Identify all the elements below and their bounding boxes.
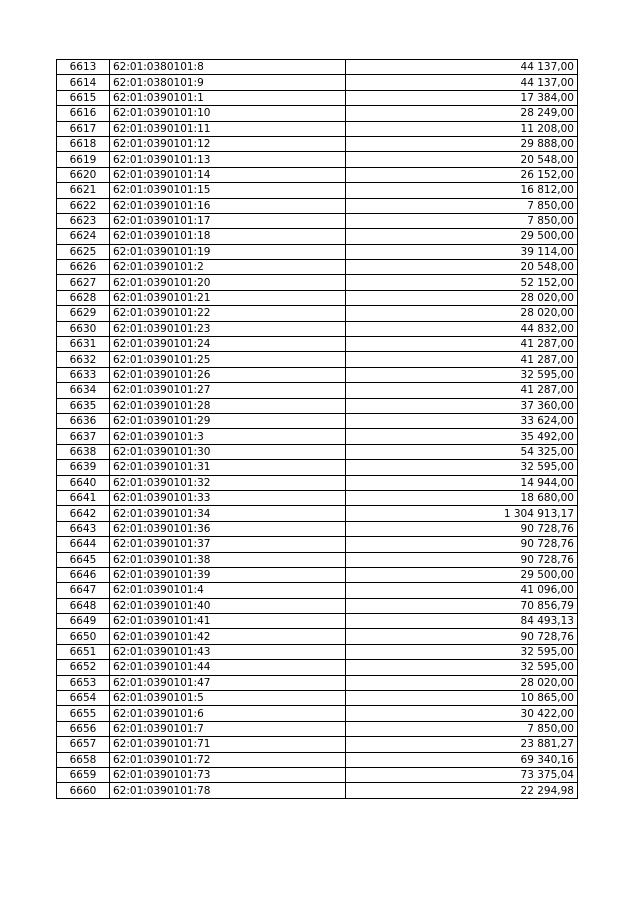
cadastral-number-cell: 62:01:0390101:30: [110, 444, 346, 459]
cadastral-number-cell: 62:01:0390101:38: [110, 552, 346, 567]
cadastral-number-cell: 62:01:0390101:12: [110, 136, 346, 151]
cadastral-number-cell: 62:01:0390101:28: [110, 398, 346, 413]
value-cell: 69 340,16: [346, 752, 578, 767]
table-row: [57, 121, 578, 136]
value-cell: 26 152,00: [346, 167, 578, 182]
row-number-cell: 6651: [57, 644, 110, 659]
value-cell: 41 096,00: [346, 583, 578, 598]
cadastral-number-cell: 62:01:0390101:78: [110, 783, 346, 798]
row-number-cell: 6660: [57, 783, 110, 798]
row-number-cell: 6613: [57, 60, 110, 75]
row-number-cell: 6649: [57, 614, 110, 629]
value-cell: 90 728,76: [346, 521, 578, 536]
row-number-cell: 6624: [57, 229, 110, 244]
cadastral-number-cell: 62:01:0390101:26: [110, 367, 346, 382]
table-row: [57, 229, 578, 244]
row-number-cell: 6631: [57, 337, 110, 352]
row-number-cell: 6617: [57, 121, 110, 136]
row-number-cell: 6657: [57, 737, 110, 752]
row-number-cell: 6627: [57, 275, 110, 290]
table-row: [57, 167, 578, 182]
row-number-cell: 6638: [57, 444, 110, 459]
value-cell: 32 595,00: [346, 460, 578, 475]
cadastral-number-cell: 62:01:0390101:5: [110, 691, 346, 706]
cadastral-number-cell: 62:01:0390101:16: [110, 198, 346, 213]
cadastral-number-cell: 62:01:0390101:18: [110, 229, 346, 244]
table-row: [57, 60, 578, 75]
row-number-cell: 6616: [57, 106, 110, 121]
row-number-cell: 6626: [57, 260, 110, 275]
cadastral-number-cell: 62:01:0390101:17: [110, 213, 346, 228]
cadastral-number-cell: 62:01:0380101:8: [110, 60, 346, 75]
value-cell: 44 137,00: [346, 75, 578, 90]
value-cell: 37 360,00: [346, 398, 578, 413]
value-cell: 84 493,13: [346, 614, 578, 629]
cadastral-number-cell: 62:01:0390101:7: [110, 721, 346, 736]
table-row: [57, 244, 578, 259]
cadastral-number-cell: 62:01:0390101:25: [110, 352, 346, 367]
table-row: [57, 152, 578, 167]
value-cell: 20 548,00: [346, 152, 578, 167]
value-cell: 11 208,00: [346, 121, 578, 136]
value-cell: 39 114,00: [346, 244, 578, 259]
row-number-cell: 6621: [57, 183, 110, 198]
table-row: [57, 90, 578, 105]
table-row: [57, 644, 578, 659]
table-row: [57, 398, 578, 413]
row-number-cell: 6625: [57, 244, 110, 259]
value-cell: 41 287,00: [346, 383, 578, 398]
value-cell: 41 287,00: [346, 352, 578, 367]
row-number-cell: 6640: [57, 475, 110, 490]
value-cell: 32 595,00: [346, 644, 578, 659]
row-number-cell: 6644: [57, 537, 110, 552]
table-row: [57, 583, 578, 598]
cadastral-number-cell: 62:01:0390101:44: [110, 660, 346, 675]
row-number-cell: 6652: [57, 660, 110, 675]
cadastral-number-cell: 62:01:0390101:19: [110, 244, 346, 259]
table-row: [57, 629, 578, 644]
value-cell: 22 294,98: [346, 783, 578, 798]
table-row: [57, 706, 578, 721]
value-cell: 32 595,00: [346, 367, 578, 382]
table-row: [57, 198, 578, 213]
row-number-cell: 6641: [57, 490, 110, 505]
cadastral-number-cell: 62:01:0390101:73: [110, 767, 346, 782]
table-row: [57, 306, 578, 321]
cadastral-number-cell: 62:01:0390101:43: [110, 644, 346, 659]
cadastral-number-cell: 62:01:0390101:14: [110, 167, 346, 182]
cadastral-number-cell: 62:01:0390101:1: [110, 90, 346, 105]
table-row: [57, 660, 578, 675]
table-row: [57, 260, 578, 275]
value-cell: 52 152,00: [346, 275, 578, 290]
row-number-cell: 6659: [57, 767, 110, 782]
value-cell: 28 020,00: [346, 290, 578, 305]
value-cell: 28 249,00: [346, 106, 578, 121]
table-row: [57, 367, 578, 382]
table-row: [57, 429, 578, 444]
row-number-cell: 6643: [57, 521, 110, 536]
table-row: [57, 567, 578, 582]
cadastral-number-cell: 62:01:0390101:42: [110, 629, 346, 644]
table-row: [57, 352, 578, 367]
value-cell: 7 850,00: [346, 213, 578, 228]
value-cell: 70 856,79: [346, 598, 578, 613]
row-number-cell: 6615: [57, 90, 110, 105]
value-cell: 20 548,00: [346, 260, 578, 275]
row-number-cell: 6637: [57, 429, 110, 444]
value-cell: 41 287,00: [346, 337, 578, 352]
cadastral-number-cell: 62:01:0390101:40: [110, 598, 346, 613]
row-number-cell: 6614: [57, 75, 110, 90]
cadastral-number-cell: 62:01:0380101:9: [110, 75, 346, 90]
value-cell: 29 500,00: [346, 229, 578, 244]
value-cell: 28 020,00: [346, 306, 578, 321]
row-number-cell: 6619: [57, 152, 110, 167]
table-row: [57, 383, 578, 398]
cadastral-number-cell: 62:01:0390101:23: [110, 321, 346, 336]
row-number-cell: 6648: [57, 598, 110, 613]
value-cell: 35 492,00: [346, 429, 578, 444]
cadastral-number-cell: 62:01:0390101:41: [110, 614, 346, 629]
table-row: [57, 275, 578, 290]
value-cell: 14 944,00: [346, 475, 578, 490]
table-row: [57, 614, 578, 629]
cadastral-number-cell: 62:01:0390101:72: [110, 752, 346, 767]
value-cell: 29 500,00: [346, 567, 578, 582]
cadastral-number-cell: 62:01:0390101:33: [110, 490, 346, 505]
row-number-cell: 6632: [57, 352, 110, 367]
cadastral-number-cell: 62:01:0390101:29: [110, 413, 346, 428]
value-cell: 16 812,00: [346, 183, 578, 198]
row-number-cell: 6650: [57, 629, 110, 644]
value-cell: 90 728,76: [346, 629, 578, 644]
cadastral-number-cell: 62:01:0390101:13: [110, 152, 346, 167]
table-row: [57, 737, 578, 752]
table-row: [57, 675, 578, 690]
value-cell: 7 850,00: [346, 721, 578, 736]
table-row: [57, 413, 578, 428]
value-cell: 17 384,00: [346, 90, 578, 105]
value-cell: 29 888,00: [346, 136, 578, 151]
cadastral-number-cell: 62:01:0390101:36: [110, 521, 346, 536]
cadastral-number-cell: 62:01:0390101:34: [110, 506, 346, 521]
cadastral-number-cell: 62:01:0390101:27: [110, 383, 346, 398]
table-row: [57, 136, 578, 151]
cadastral-number-cell: 62:01:0390101:32: [110, 475, 346, 490]
row-number-cell: 6635: [57, 398, 110, 413]
cadastral-number-cell: 62:01:0390101:47: [110, 675, 346, 690]
value-cell: 54 325,00: [346, 444, 578, 459]
table-row: [57, 106, 578, 121]
cadastral-number-cell: 62:01:0390101:6: [110, 706, 346, 721]
row-number-cell: 6629: [57, 306, 110, 321]
cadastral-number-cell: 62:01:0390101:3: [110, 429, 346, 444]
value-cell: 23 881,27: [346, 737, 578, 752]
row-number-cell: 6653: [57, 675, 110, 690]
row-number-cell: 6646: [57, 567, 110, 582]
cadastral-number-cell: 62:01:0390101:39: [110, 567, 346, 582]
cadastral-number-cell: 62:01:0390101:31: [110, 460, 346, 475]
value-cell: 28 020,00: [346, 675, 578, 690]
row-number-cell: 6658: [57, 752, 110, 767]
table-row: [57, 213, 578, 228]
row-number-cell: 6642: [57, 506, 110, 521]
table-row: [57, 183, 578, 198]
cadastral-number-cell: 62:01:0390101:11: [110, 121, 346, 136]
row-number-cell: 6630: [57, 321, 110, 336]
value-cell: 90 728,76: [346, 537, 578, 552]
row-number-cell: 6655: [57, 706, 110, 721]
value-cell: 1 304 913,17: [346, 506, 578, 521]
value-cell: 33 624,00: [346, 413, 578, 428]
row-number-cell: 6634: [57, 383, 110, 398]
value-cell: 10 865,00: [346, 691, 578, 706]
table-row: [57, 783, 578, 798]
cadastral-value-table: [56, 59, 578, 799]
cadastral-number-cell: 62:01:0390101:21: [110, 290, 346, 305]
cadastral-number-cell: 62:01:0390101:2: [110, 260, 346, 275]
row-number-cell: 6639: [57, 460, 110, 475]
table-row: [57, 752, 578, 767]
cadastral-number-cell: 62:01:0390101:22: [110, 306, 346, 321]
table-row: [57, 552, 578, 567]
cadastral-number-cell: 62:01:0390101:20: [110, 275, 346, 290]
row-number-cell: 6623: [57, 213, 110, 228]
table-row: [57, 337, 578, 352]
value-cell: 18 680,00: [346, 490, 578, 505]
value-cell: 90 728,76: [346, 552, 578, 567]
table-row: [57, 598, 578, 613]
table-row: [57, 767, 578, 782]
cadastral-number-cell: 62:01:0390101:37: [110, 537, 346, 552]
table-row: [57, 444, 578, 459]
value-cell: 30 422,00: [346, 706, 578, 721]
cadastral-number-cell: 62:01:0390101:24: [110, 337, 346, 352]
table-row: [57, 290, 578, 305]
table-row: [57, 721, 578, 736]
row-number-cell: 6656: [57, 721, 110, 736]
table-row: [57, 490, 578, 505]
row-number-cell: 6622: [57, 198, 110, 213]
table-row: [57, 321, 578, 336]
table-body: [57, 60, 578, 799]
row-number-cell: 6628: [57, 290, 110, 305]
table-row: [57, 75, 578, 90]
row-number-cell: 6654: [57, 691, 110, 706]
table-row: [57, 460, 578, 475]
value-cell: 32 595,00: [346, 660, 578, 675]
table-row: [57, 537, 578, 552]
value-cell: 44 832,00: [346, 321, 578, 336]
row-number-cell: 6647: [57, 583, 110, 598]
value-cell: 44 137,00: [346, 60, 578, 75]
table-row: [57, 521, 578, 536]
table-row: [57, 691, 578, 706]
row-number-cell: 6636: [57, 413, 110, 428]
cadastral-number-cell: 62:01:0390101:71: [110, 737, 346, 752]
table-row: [57, 475, 578, 490]
cadastral-number-cell: 62:01:0390101:15: [110, 183, 346, 198]
cadastral-number-cell: 62:01:0390101:10: [110, 106, 346, 121]
table-row: [57, 506, 578, 521]
row-number-cell: 6618: [57, 136, 110, 151]
row-number-cell: 6620: [57, 167, 110, 182]
cadastral-number-cell: 62:01:0390101:4: [110, 583, 346, 598]
row-number-cell: 6645: [57, 552, 110, 567]
row-number-cell: 6633: [57, 367, 110, 382]
value-cell: 7 850,00: [346, 198, 578, 213]
value-cell: 73 375,04: [346, 767, 578, 782]
